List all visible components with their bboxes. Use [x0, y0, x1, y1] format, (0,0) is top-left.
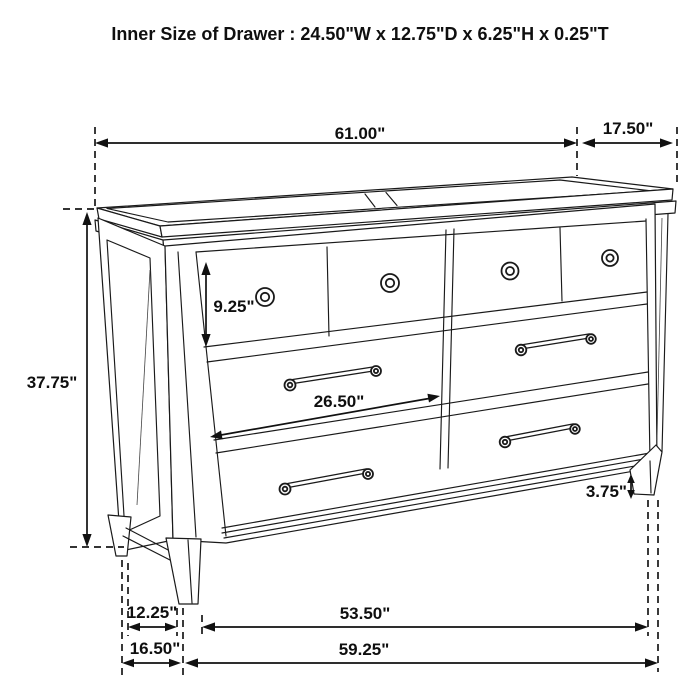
arrowhead	[169, 659, 181, 668]
arrowhead	[582, 138, 595, 147]
knob-icon	[381, 274, 399, 292]
arrowhead	[635, 622, 648, 631]
dim-label-top-width: 61.00"	[334, 124, 386, 143]
arrowhead	[564, 138, 577, 147]
arrowhead	[95, 138, 108, 147]
dim-label-top-drawer-height: 9.25"	[213, 297, 255, 316]
dresser-drawing	[95, 177, 676, 604]
dim-label-foot-height: 3.75"	[585, 482, 627, 501]
dim-label-overall-height: 37.75"	[26, 373, 78, 392]
dim-top-depth	[582, 119, 673, 148]
dim-inner-leg-span	[202, 604, 648, 632]
front-face	[165, 204, 657, 543]
arrowhead	[122, 659, 134, 668]
arrowhead	[82, 534, 91, 547]
dim-base-width	[185, 640, 658, 668]
right-silhouette	[662, 214, 668, 452]
knob-icon	[256, 288, 274, 306]
dim-label-inner-leg-span: 53.50"	[339, 604, 391, 623]
knob-icon	[602, 250, 618, 266]
arrowhead	[185, 658, 198, 667]
arrowhead	[128, 623, 140, 632]
arrowhead	[202, 622, 215, 631]
knob-icon	[502, 263, 519, 280]
dim-top-width	[95, 124, 577, 148]
dim-label-leg-span-depth: 12.25"	[126, 603, 178, 622]
back-left-leg	[108, 515, 131, 556]
left-side-panel	[98, 218, 173, 551]
arrowhead	[165, 623, 177, 632]
arrowhead	[627, 490, 635, 499]
right-side-edge	[657, 214, 668, 452]
front-left-leg	[166, 538, 201, 604]
arrowhead	[82, 212, 91, 225]
right-side-inner	[657, 218, 662, 440]
dim-label-overall-depth: 16.50"	[129, 639, 181, 658]
dim-leg-span-depth	[127, 603, 178, 631]
dim-label-top-depth: 17.50"	[602, 119, 654, 138]
dim-label-drawer-front-width: 26.50"	[313, 392, 365, 411]
dim-label-base-width: 59.25"	[338, 640, 390, 659]
front-outline	[165, 204, 657, 543]
page-title: Inner Size of Drawer : 24.50"W x 12.75"D x 6.25"H x 0.25"T	[111, 24, 609, 44]
arrowhead	[660, 138, 673, 147]
arrowhead	[645, 658, 658, 667]
dim-overall-height	[27, 212, 92, 547]
dim-overall-depth	[122, 639, 181, 667]
